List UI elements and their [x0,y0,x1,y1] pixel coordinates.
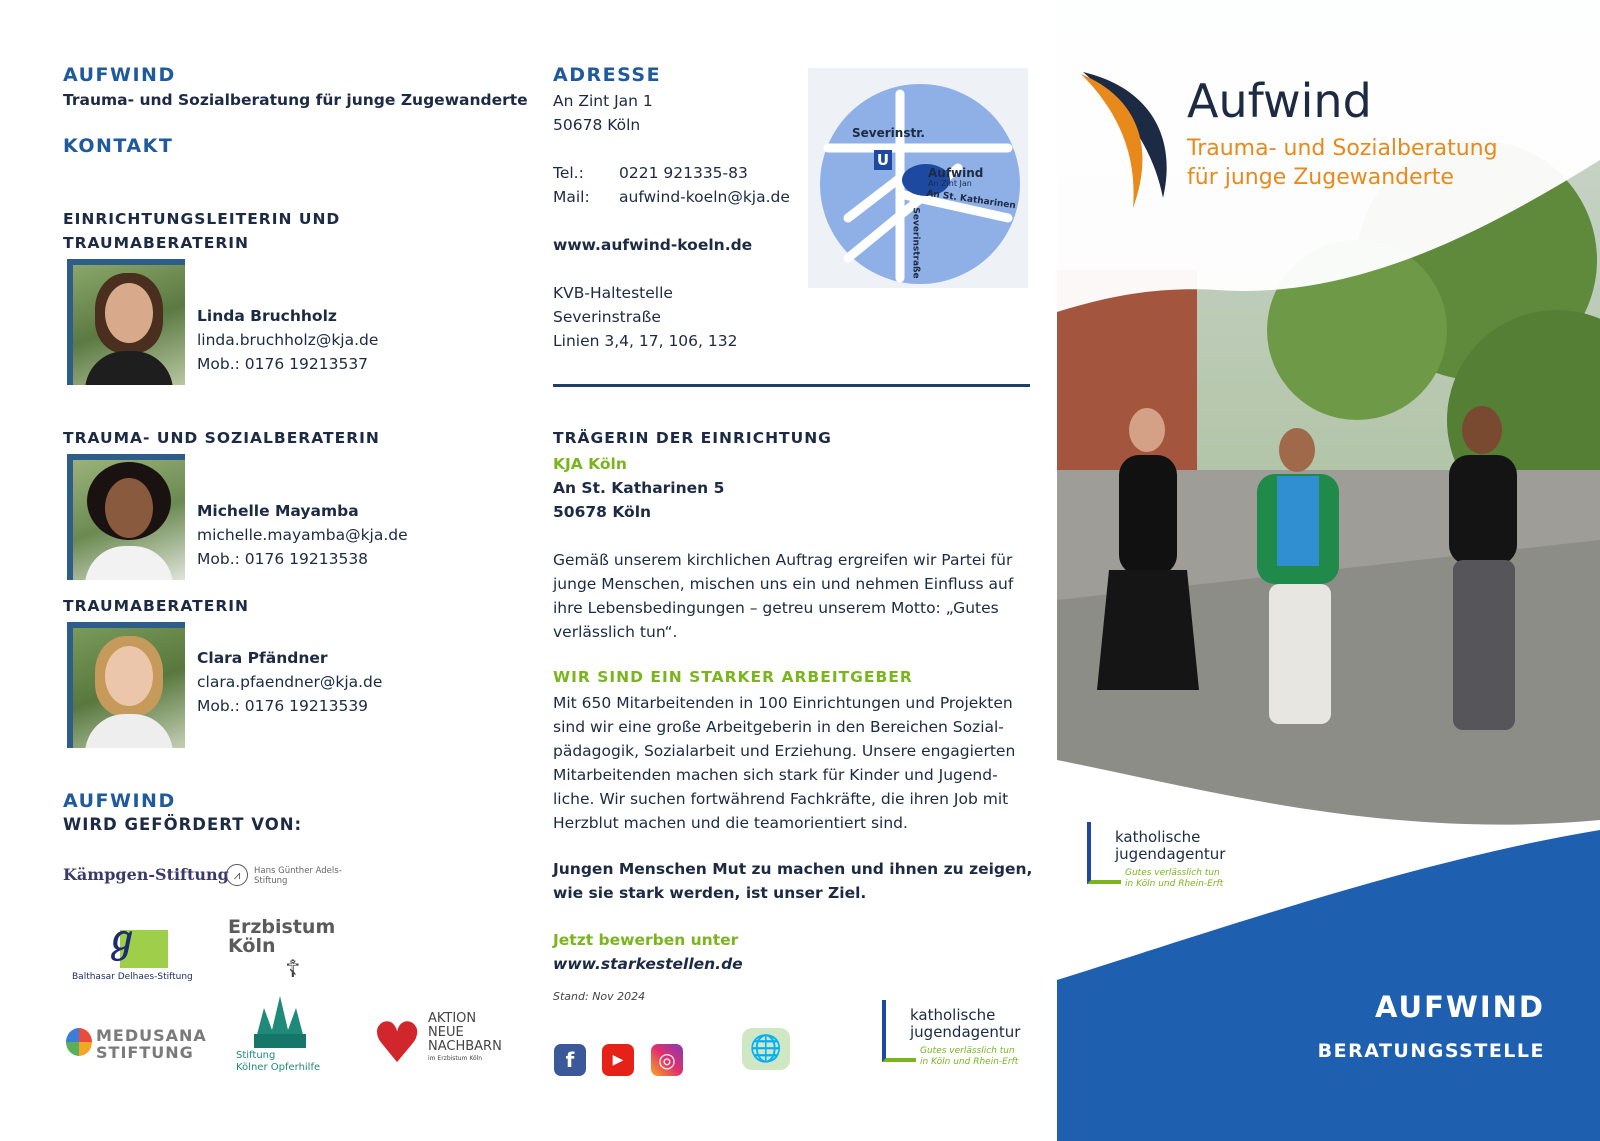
sponsor-aktion-line1: AKTION [428,1011,477,1026]
cover-kja-line1: katholische [1115,828,1201,846]
map-station-icon: U [874,150,892,170]
cover-panel [1057,0,1600,1141]
sponsor-aktion-line2: NEUE [428,1025,464,1040]
tel-label: Tel.: [553,164,584,182]
staff-photo-clara [67,622,185,748]
cover-footer-subtitle: BERATUNGSSTELLE [1317,1040,1545,1062]
cover-kja-logo [1083,822,1253,902]
erzbistum-cross-icon: ☦ [285,955,301,983]
staff-mobile[interactable]: Mob.: 0176 19213537 [197,355,369,373]
map-pin-sub: An Zint Jan [928,179,972,188]
staff-role: TRAUMA- UND SOZIALBERATERIN [63,429,380,447]
web-globe-icon[interactable]: 🌐 [742,1028,790,1070]
employer-line: pädagogik, Sozialarbeit und Erziehung. Unsere engagierten [553,742,1016,760]
sponsor-erzbistum-line2: Köln [228,935,276,957]
mail-value[interactable]: aufwind-koeln@kja.de [619,188,790,206]
sponsor-adels-logo [254,866,342,886]
staff-role-2: TRAUMABERATERIN [63,234,249,252]
sponsor-aktion-logo [372,1010,502,1086]
location-map[interactable] [808,68,1028,288]
kja-tag2: in Köln und Rhein-Erft [920,1057,1019,1067]
sponsor-medusana-line1: MEDUSANA [96,1026,207,1045]
employer-line: Herzblut machen und die teamorientiert sind. [553,814,908,832]
mail-label: Mail: [553,188,590,206]
sponsor-erzbistum-logo [228,918,335,956]
kja-line1: katholische [910,1006,996,1024]
stand-date: Stand: Nov 2024 [553,990,646,1003]
hands-icon [66,1028,92,1056]
funding-subtitle: WIRD GEFÖRDERT VON: [63,815,303,834]
heart-icon: ♥ [372,1011,423,1076]
map-street-vertical: Severinstraße [910,207,921,279]
staff-name: Clara Pfändner [197,649,328,667]
brand-title: AUFWIND [63,64,176,86]
transit-stop-name: Severinstraße [553,308,661,326]
staff-role: EINRICHTUNGSLEITERIN UND [63,210,341,228]
address-city: 50678 Köln [553,116,641,134]
sponsor-kaempgen-logo: Kämpgen-Stiftung [63,865,229,884]
staff-mobile[interactable]: Mob.: 0176 19213539 [197,697,369,715]
apply-label: Jetzt bewerben unter [553,931,739,949]
staff-role: TRAUMABERATERIN [63,597,249,615]
staff-photo-michelle [67,454,185,580]
tel-value[interactable]: 0221 921335-83 [619,164,748,182]
sponsor-adels-icon: ⩘ [226,864,248,886]
mission-line: junge Menschen, mischen uns ein und nehmen Einfluss auf [553,575,1014,593]
cover-subtitle-line1: Trauma- und Sozialberatung [1187,136,1498,161]
sponsor-erzbistum-line1: Erzbistum [228,916,336,938]
carrier-city: 50678 Köln [553,503,652,521]
carrier-heading: TRÄGERIN DER EINRICHTUNG [553,429,832,447]
facebook-icon[interactable]: f [554,1044,586,1076]
employer-line: Mit 650 Mitarbeitenden in 100 Einrichtungen und Projekten [553,694,1013,712]
goal-line: Jungen Menschen Mut zu machen und ihnen zu zeigen, [553,860,1033,878]
mission-line: Gemäß unserem kirchlichen Auftrag ergreifen wir Partei für [553,551,1013,569]
contact-heading: KONTAKT [63,135,174,157]
carrier-name: KJA Köln [553,455,627,473]
cover-kja-tag1: Gutes verlässlich tun [1125,868,1220,878]
staff-email[interactable]: clara.pfaendner@kja.de [197,673,383,691]
youtube-icon[interactable]: ▶ [602,1044,634,1076]
sponsor-medusana-logo [66,1024,207,1064]
sponsor-delhaes-name: Balthasar Delhaes-Stiftung [72,972,193,982]
sponsor-opferhilfe-line1: Stiftung [236,1050,276,1061]
transit-lines: Linien 3,4, 17, 106, 132 [553,332,738,350]
goal-line: wie sie stark werden, ist unser Ziel. [553,884,867,902]
apply-link[interactable]: www.starkestellen.de [553,955,743,973]
mission-line: verlässlich tun“. [553,623,678,641]
sponsor-aktion-line4: im Erzbistum Köln [428,1055,483,1062]
address-heading: ADRESSE [553,64,662,86]
cover-footer-title: AUFWIND [1374,990,1545,1024]
sponsor-opferhilfe-line2: Kölner Opferhilfe [236,1062,321,1073]
staff-email[interactable]: michelle.mayamba@kja.de [197,526,408,544]
map-pin-title: Aufwind [928,166,984,180]
kja-tag1: Gutes verlässlich tun [920,1046,1015,1056]
sponsor-adels-line2: Stiftung [254,876,288,886]
sponsor-adels-line1: Hans Günther Adels- [254,866,342,876]
aufwind-logo-icon [1081,68,1191,218]
transit-stop-label: KVB-Haltestelle [553,284,673,302]
section-divider [553,384,1030,387]
sponsor-medusana-line2: STIFTUNG [96,1043,194,1062]
website-link[interactable]: www.aufwind-koeln.de [553,236,753,254]
kja-line2: jugendagentur [910,1023,1021,1041]
mission-paragraph [553,548,1033,644]
address-street: An Zint Jan 1 [553,92,653,110]
sponsor-opferhilfe-logo [234,990,334,1076]
funding-title: AUFWIND [63,790,176,812]
employer-line: liche. Wir suchen fortwährend Fachkräfte, die ihren Job mit [553,790,1009,808]
map-street-right: An St. Katharinen [925,188,1017,212]
staff-name: Linda Bruchholz [197,307,337,325]
sponsor-delhaes-logo: ℊ Balthasar Delhaes-Stiftung [72,919,193,982]
brand-subtitle: Trauma- und Sozialberatung für junge Zugewanderte [63,91,528,109]
staff-email[interactable]: linda.bruchholz@kja.de [197,331,379,349]
cathedral-hands-icon [234,990,334,1048]
employer-line: sind wir eine große Arbeitgeberin in den Bereichen Sozial- [553,718,1004,736]
cover-title: Aufwind [1187,74,1372,128]
staff-name: Michelle Mayamba [197,502,359,520]
staff-mobile[interactable]: Mob.: 0176 19213538 [197,550,369,568]
staff-photo-linda [67,259,185,385]
sponsor-aktion-line3: NACHBARN [428,1039,502,1054]
mission-line: ihre Lebensbedingungen – getreu unserem Motto: „Gutes [553,599,999,617]
goal-paragraph [553,857,1033,905]
employer-paragraph [553,691,1033,835]
instagram-icon[interactable]: ◎ [651,1044,683,1076]
carrier-street: An St. Katharinen 5 [553,479,725,497]
employer-line: Mitarbeitenden machen sich stark für Kinder und Jugend- [553,766,998,784]
cover-kja-tag2: in Köln und Rhein-Erft [1125,879,1224,889]
kja-logo [876,1000,1036,1080]
employer-heading: WIR SIND EIN STARKER ARBEITGEBER [553,668,913,686]
map-street-top: Severinstr. [852,126,925,140]
cover-subtitle-line2: für junge Zugewanderte [1187,165,1454,190]
cover-kja-line2: jugendagentur [1115,845,1226,863]
